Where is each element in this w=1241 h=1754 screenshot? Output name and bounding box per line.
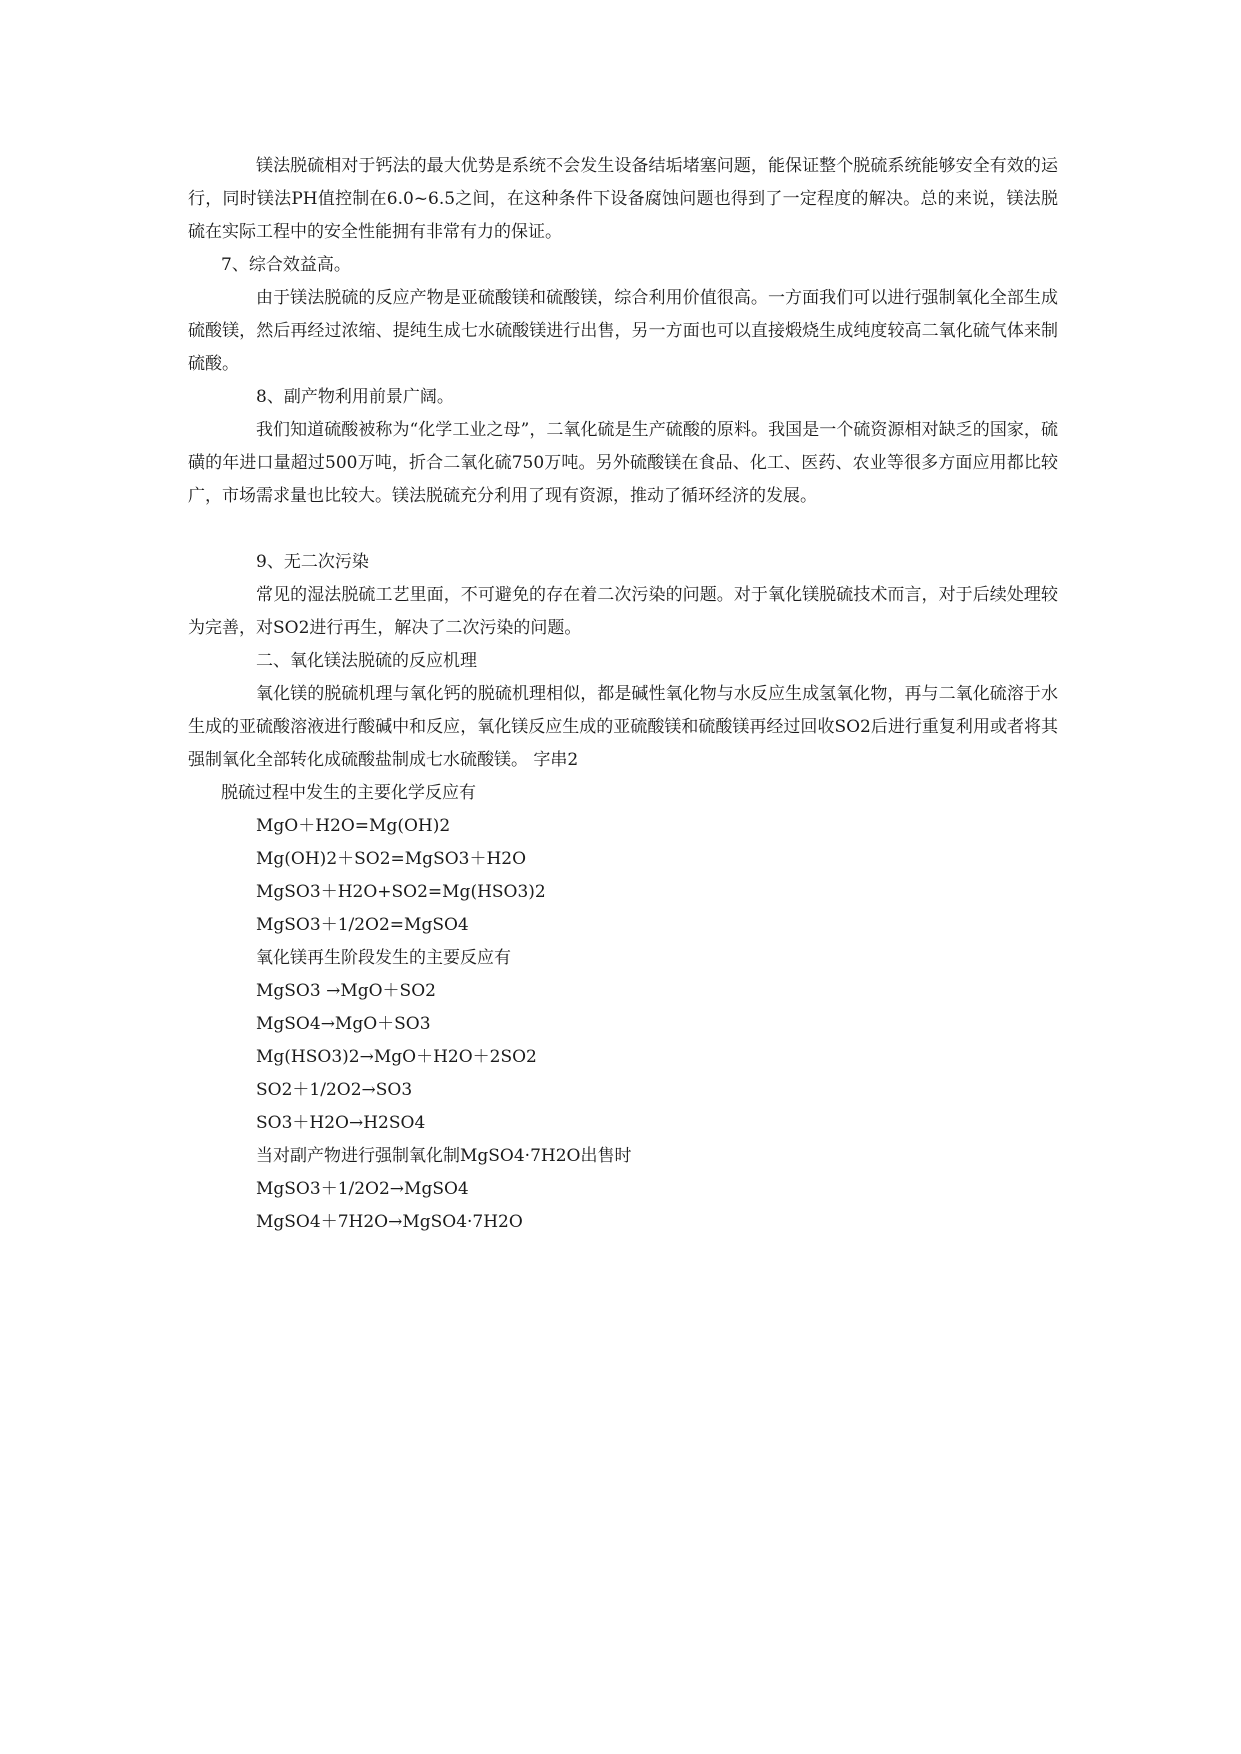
reaction-formula: MgSO4＋7H2O→MgSO4·7H2O bbox=[256, 1212, 523, 1232]
reaction-formula: SO2＋1/2O2→SO3 bbox=[256, 1080, 413, 1100]
reaction-formula: Mg(HSO3)2→MgO＋H2O＋2SO2 bbox=[256, 1047, 537, 1067]
heading-comprehensive-benefit: 7、综合效益高。 bbox=[221, 255, 351, 275]
paragraph-comprehensive-benefit: 由于镁法脱硫的反应产物是亚硫酸镁和硫酸镁，综合利用价值很高。一方面我们可以进行强制氧化全部生成硫酸镁，然后再经过浓缩、提纯生成七水硫酸镁进行出售，另一方面也可以直接煅烧生成纯度较高二氧化硫气体来制硫酸。 bbox=[188, 288, 1058, 374]
reactions-intro: 脱硫过程中发生的主要化学反应有 bbox=[221, 783, 476, 803]
paragraph-byproduct-prospect: 我们知道硫酸被称为“化学工业之母”，二氧化硫是生产硫酸的原料。我国是一个硫资源相对缺乏的国家，硫磺的年进口量超过500万吨，折合二氧化硫750万吨。另外硫酸镁在食品、化工、医药、农业等很多方面应用都比较广，市场需求量也比较大。镁法脱硫充分利用了现有资源，推动了循环经济的发展。 bbox=[188, 420, 1058, 506]
reaction-formula: MgSO3＋1/2O2→MgSO4 bbox=[256, 1179, 469, 1199]
regeneration-intro: 氧化镁再生阶段发生的主要反应有 bbox=[256, 948, 511, 968]
paragraph-no-secondary-pollution: 常见的湿法脱硫工艺里面，不可避免的存在着二次污染的问题。对于氧化镁脱硫技术而言，对于后续处理较为完善，对SO2进行再生，解决了二次污染的问题。 bbox=[188, 585, 1058, 638]
reaction-formula: MgSO3＋H2O+SO2=Mg(HSO3)2 bbox=[256, 882, 546, 902]
reaction-formula: MgSO3 →MgO＋SO2 bbox=[256, 981, 436, 1001]
reaction-formula: MgSO4→MgO＋SO3 bbox=[256, 1014, 431, 1034]
reaction-formula: MgO＋H2O=Mg(OH)2 bbox=[256, 816, 451, 836]
reaction-formula: Mg(OH)2＋SO2=MgSO3＋H2O bbox=[256, 849, 527, 869]
reaction-formula: SO3＋H2O→H2SO4 bbox=[256, 1113, 426, 1133]
blank-line bbox=[188, 513, 1058, 546]
heading-no-secondary-pollution: 9、无二次污染 bbox=[256, 552, 369, 572]
byproduct-intro: 当对副产物进行强制氧化制MgSO4·7H2O出售时 bbox=[256, 1146, 632, 1166]
paragraph-magnesium-advantage: 镁法脱硫相对于钙法的最大优势是系统不会发生设备结垢堵塞问题，能保证整个脱硫系统能够安全有效的运行，同时镁法PH值控制在6.0~6.5之间，在这种条件下设备腐蚀问题也得到了一定程度的解决。总的来说，镁法脱硫在实际工程中的安全性能拥有非常有力的保证。 bbox=[188, 156, 1058, 242]
heading-reaction-mechanism: 二、氧化镁法脱硫的反应机理 bbox=[256, 651, 477, 671]
document-body bbox=[188, 150, 1058, 1239]
reaction-formula: MgSO3＋1/2O2=MgSO4 bbox=[256, 915, 469, 935]
heading-byproduct-prospect: 8、副产物利用前景广阔。 bbox=[256, 387, 454, 407]
paragraph-reaction-mechanism: 氧化镁的脱硫机理与氧化钙的脱硫机理相似，都是碱性氧化物与水反应生成氢氧化物，再与二氧化硫溶于水生成的亚硫酸溶液进行酸碱中和反应，氧化镁反应生成的亚硫酸镁和硫酸镁再经过回收SO2后进行重复利用或者将其强制氧化全部转化成硫酸盐制成七水硫酸镁。 字串2 bbox=[188, 684, 1058, 770]
